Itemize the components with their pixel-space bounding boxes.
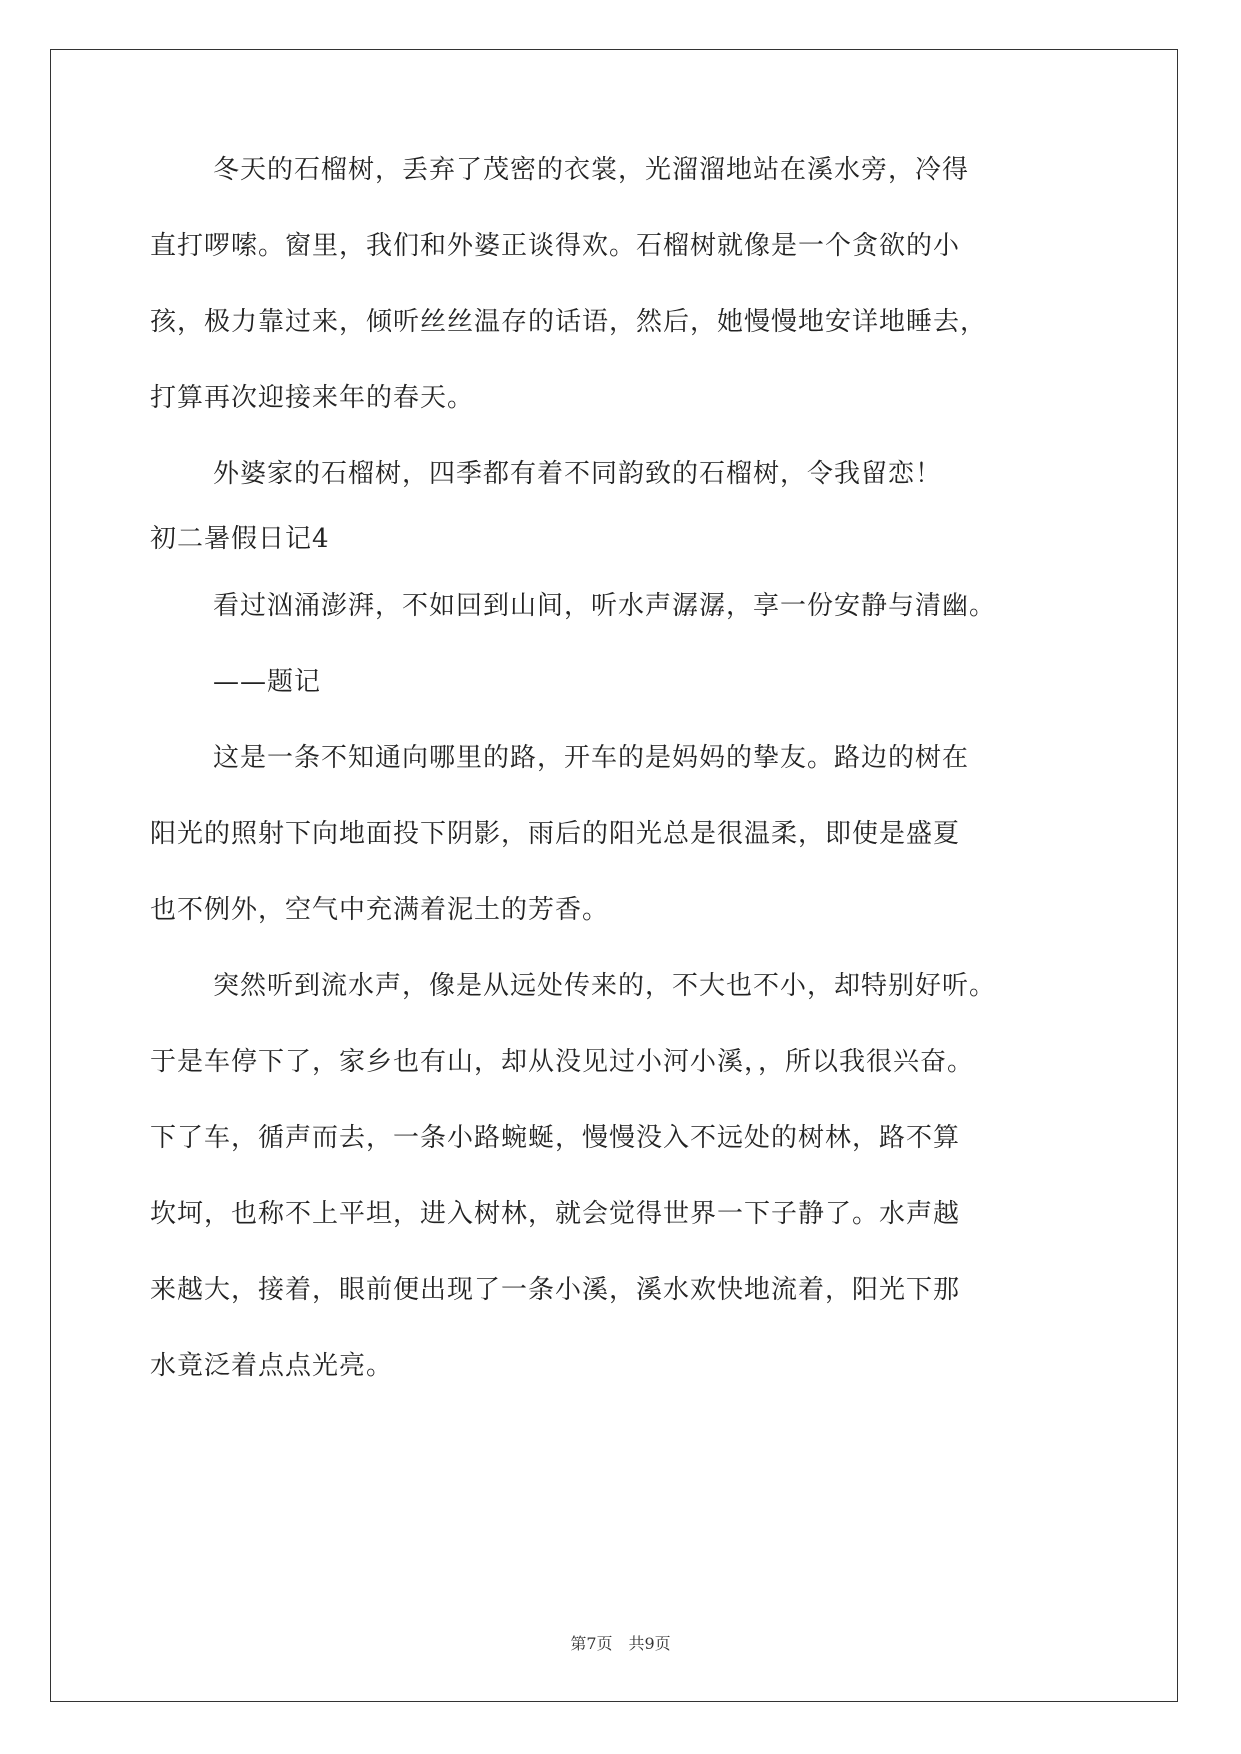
- paragraph-line: 坎坷，也称不上平坦，进入树林，就会觉得世界一下子静了。水声越: [150, 1199, 961, 1229]
- paragraph-line: 下了车，循声而去，一条小路蜿蜒，慢慢没入不远处的树林，路不算: [150, 1123, 961, 1153]
- paragraph-line: 冬天的石榴树，丢弃了茂密的衣裳，光溜溜地站在溪水旁，冷得: [213, 155, 970, 185]
- page-border: [50, 49, 1178, 1702]
- paragraph-line: 于是车停下了，家乡也有山，却从没见过小河小溪，，所以我很兴奋。: [150, 1047, 975, 1077]
- paragraph-line: 也不例外，空气中充满着泥土的芳香。: [150, 895, 610, 925]
- paragraph-line: 这是一条不知通向哪里的路，开车的是妈妈的挚友。路边的树在: [213, 743, 970, 773]
- page-number-footer: 第7页 共9页: [570, 1634, 671, 1653]
- paragraph-line: 看过汹涌澎湃，不如回到山间，听水声潺潺，享一份安静与清幽。: [213, 591, 997, 621]
- paragraph-line: 突然听到流水声，像是从远处传来的，不大也不小，却特别好听。: [213, 971, 997, 1001]
- epigraph-attribution: ——题记: [213, 667, 322, 697]
- paragraph-line: 打算再次迎接来年的春天。: [150, 383, 475, 413]
- paragraph-line: 来越大，接着，眼前便出现了一条小溪，溪水欢快地流着，阳光下那: [150, 1275, 961, 1305]
- paragraph-line: 外婆家的石榴树，四季都有着不同韵致的石榴树，令我留恋！: [213, 459, 943, 489]
- paragraph-line: 阳光的照射下向地面投下阴影，雨后的阳光总是很温柔，即使是盛夏: [150, 819, 961, 849]
- paragraph-line: 水竟泛着点点光亮。: [150, 1351, 394, 1381]
- paragraph-line: 孩，极力靠过来，倾听丝丝温存的话语，然后，她慢慢地安详地睡去，: [150, 307, 988, 337]
- section-heading: 初二暑假日记4: [150, 524, 330, 554]
- paragraph-line: 直打啰嗦。窗里，我们和外婆正谈得欢。石榴树就像是一个贪欲的小: [150, 231, 961, 261]
